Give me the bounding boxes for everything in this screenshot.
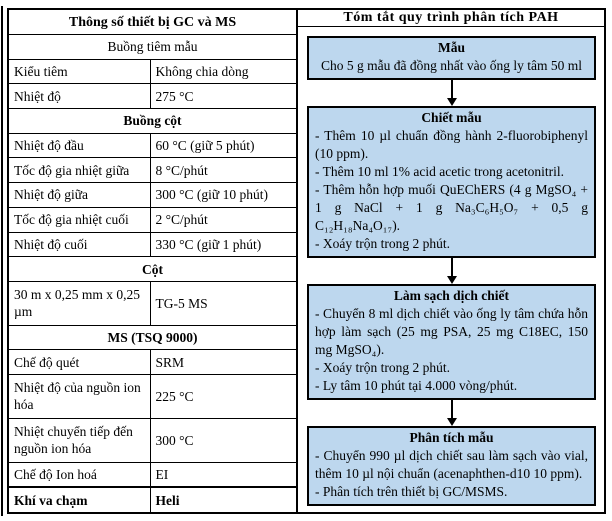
section-header: Cột [9,257,296,282]
spec-label: Nhiệt độ của nguồn ion hóa [9,375,150,419]
table-row [9,375,296,419]
table-row [9,84,296,109]
spec-value: 8 °C/phút [150,158,296,183]
down-arrow-icon [307,80,596,106]
spec-table-title: Thông số thiết bị GC và MS [9,10,296,35]
spec-value: 300 °C [150,418,296,462]
spec-label: Chế độ Ion hoá [9,462,150,487]
spec-label: Kiểu tiêm [9,59,150,84]
spec-label: Tốc độ gia nhiệt cuối [9,207,150,232]
table-row [9,207,296,232]
flowchart [298,27,604,516]
flow-step-title: Làm sạch dịch chiết [393,288,510,303]
spec-label: Nhiệt độ giữa [9,183,150,208]
arrow-shaft [451,400,453,418]
table-row [9,183,296,208]
flow-step-line: - Xoáy trộn trong 2 phút. [315,236,450,251]
flow-step-extraction [307,106,596,258]
gc-ms-spec-panel [9,10,298,512]
spec-label: Nhiệt chuyển tiếp đến nguồn ion hóa [9,418,150,462]
table-row [9,257,296,282]
spec-value: EI [150,462,296,487]
arrow-head [447,276,457,284]
section-header: MS (TSQ 9000) [9,325,296,350]
flow-step-title: Phân tích mẫu [409,430,494,445]
two-column-layout [7,8,606,514]
table-row [9,59,296,84]
spec-value: 275 °C [150,84,296,109]
spec-label: Khí va chạm [9,487,150,512]
flow-step-line: Cho 5 g mẫu đã đồng nhất vào ống ly tâm 50 ml [321,58,582,73]
table-row [9,109,296,134]
flowchart-title: Tóm tắt quy trình phân tích PAH [298,10,604,27]
down-arrow-icon [307,258,596,284]
spec-value: 225 °C [150,375,296,419]
flow-step-line: - Ly tâm 10 phút tại 4.000 vòng/phút. [315,378,518,393]
flow-step-line: - Xoáy trộn trong 2 phút. [315,360,450,375]
flow-step-line: - Thêm 10 ml 1% acid acetic trong acetonitril. [315,164,565,179]
arrow-shaft [451,258,453,276]
flow-step-sample [307,36,596,80]
spec-value: 330 °C (giữ 1 phút) [150,232,296,257]
flow-step-cleanup [307,284,596,400]
spec-label: Chế độ quét [9,350,150,375]
arrow-head [447,418,457,426]
gc-ms-spec-table [9,10,296,512]
table-row [9,487,296,512]
spec-value: Không chia dòng [150,59,296,84]
table-row [9,281,296,325]
flow-step-analysis [307,426,596,506]
flow-step-line: - Thêm hỗn hợp muối QuEChERS (4 g MgSO₄ + 1 g NaCl + 1 g Na₃C₆H₅O₇ + 0,5 g C₁₂H₁₈Na₄O₁₇). [315,182,588,233]
page-edge-line [1,6,3,516]
section-header: Buồng cột [9,109,296,134]
spec-label: Tốc độ gia nhiệt giữa [9,158,150,183]
spec-label: 30 m x 0,25 mm x 0,25 µm [9,281,150,325]
pah-flowchart-panel [298,10,604,512]
spec-value: SRM [150,350,296,375]
table-row [9,325,296,350]
flow-step-title: Mẫu [438,40,465,55]
spec-label: Nhiệt độ [9,84,150,109]
table-row [9,10,296,35]
spec-value: Heli [150,487,296,512]
table-row [9,35,296,60]
section-header: Buồng tiêm mẫu [9,35,296,60]
arrow-shaft [451,80,453,98]
table-row [9,232,296,257]
flow-step-line: - Phân tích trên thiết bị GC/MSMS. [315,484,508,499]
table-row [9,133,296,158]
table-row [9,350,296,375]
spec-value: 2 °C/phút [150,207,296,232]
spec-label: Nhiệt độ cuối [9,232,150,257]
arrow-head [447,98,457,106]
table-row [9,418,296,462]
spec-value: 300 °C (giữ 10 phút) [150,183,296,208]
spec-value: 60 °C (giữ 5 phút) [150,133,296,158]
spec-label: Nhiệt độ đầu [9,133,150,158]
flow-step-line: - Chuyển 990 µl dịch chiết sau làm sạch vào vial, thêm 10 µl nội chuẩn (acenaphthen-d10 10 ppm). [315,448,588,481]
flow-step-line: - Thêm 10 µl chuẩn đồng hành 2-fluorobiphenyl (10 ppm). [315,128,588,161]
table-row [9,158,296,183]
table-row [9,462,296,487]
down-arrow-icon [307,400,596,426]
flow-step-line: - Chuyển 8 ml dịch chiết vào ống ly tâm chứa hỗn hợp làm sạch (25 mg PSA, 25 mg C18EC, 150 mg MgSO₄). [315,306,588,357]
spec-value: TG-5 MS [150,281,296,325]
flow-step-title: Chiết mẫu [421,110,482,125]
